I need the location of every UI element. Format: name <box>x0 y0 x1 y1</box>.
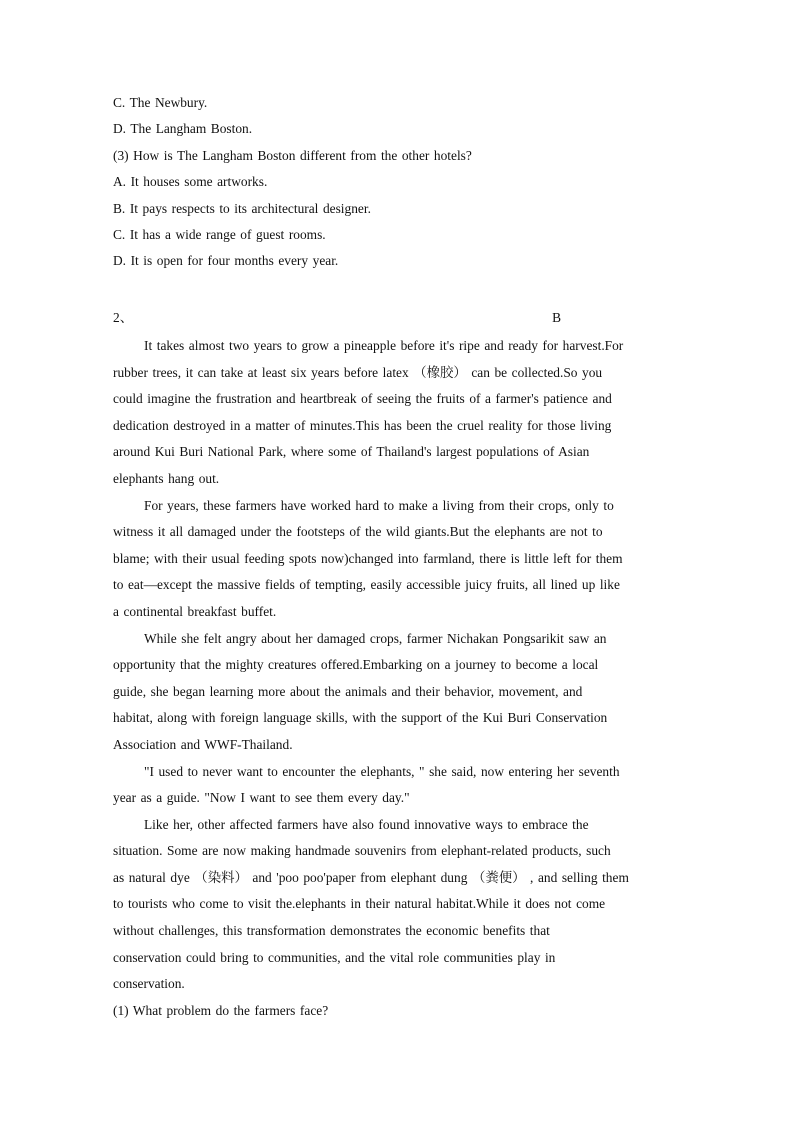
text-line: as natural dye （染料） and 'poo poo'paper from elephant dung （粪便） , and selling them <box>113 869 629 885</box>
text-line: While she felt angry about her damaged crops, farmer Nichakan Pongsarikit saw an <box>144 630 607 646</box>
text-line: guide, she began learning more about the animals and their behavior, movement, and <box>113 683 583 699</box>
paragraph <box>113 626 678 759</box>
text-line: It takes almost two years to grow a pineapple before it's ripe and ready for harvest.For <box>144 338 624 353</box>
option-a: A. It houses some artworks. <box>113 174 268 190</box>
text-line: conservation. <box>113 976 185 992</box>
text-line: situation. Some are now making handmade souvenirs from elephant-related products, such <box>113 843 611 859</box>
text-line: For years, these farmers have worked hard to make a living from their crops, only to <box>144 497 614 513</box>
option-d: D. It is open for four months every year. <box>113 253 339 269</box>
text-line: a continental breakfast buffet. <box>113 603 277 619</box>
text-line: "I used to never want to encounter the elephants, " she said, now entering her seventh <box>144 763 620 779</box>
text-line: to tourists who come to visit the.elephants in their natural habitat.While it does not come <box>113 896 606 912</box>
text-line: conservation could bring to communities, and the vital role communities play in <box>113 949 556 965</box>
paragraph <box>113 759 678 812</box>
reading-passage <box>113 333 678 1024</box>
text-line: around Kui Buri National Park, where some of Thailand's largest populations of Asian <box>113 444 590 460</box>
text-line: dedication destroyed in a matter of minutes.This has been the cruel reality for those living <box>113 417 612 433</box>
text-line: rubber trees, it can take at least six years before latex （橡胶） can be collected.So you <box>113 364 603 380</box>
option-d: D. The Langham Boston. <box>113 121 253 137</box>
text-line: opportunity that the mighty creatures offered.Embarking on a journey to become a local <box>113 657 599 673</box>
text-line: without challenges, this transformation demonstrates the economic benefits that <box>113 923 550 939</box>
option-b: B. It pays respects to its architectural designer. <box>113 200 371 216</box>
paragraph <box>113 812 678 998</box>
option-c: C. It has a wide range of guest rooms. <box>113 227 326 243</box>
option-c: C. The Newbury. <box>113 95 208 110</box>
text-line: witness it all damaged under the footsteps of the wild giants.But the elephants are not to <box>113 524 603 540</box>
text-line: to eat—except the massive fields of tempting, easily accessible juicy fruits, all lined up like <box>113 577 620 593</box>
text-line: blame; with their usual feeding spots now)changed into farmland, there is little left for them <box>113 550 623 566</box>
question-2-header <box>113 306 561 330</box>
text-line: elephants hang out. <box>113 470 220 486</box>
text-line: Association and WWF-Thailand. <box>113 736 293 752</box>
text-line: Like her, other affected farmers have also found innovative ways to embrace the <box>144 816 589 832</box>
paragraph <box>113 333 678 493</box>
text-line: habitat, along with foreign language skills, with the support of the Kui Buri Conservation <box>113 710 608 726</box>
question-2-sub-1: (1) What problem do the farmers face? <box>113 1002 329 1018</box>
text-line: year as a guide. "Now I want to see them every day." <box>113 790 410 806</box>
question-1-sub-3: (3) How is The Langham Boston different from the other hotels? <box>113 147 472 163</box>
question-1-options-tail <box>113 90 673 275</box>
paragraph <box>113 493 678 626</box>
text-line: could imagine the frustration and heartbreak of seeing the fruits of a farmer's patience and <box>113 391 612 407</box>
section-label: B <box>552 310 561 325</box>
question-number: 2、 <box>113 310 134 325</box>
